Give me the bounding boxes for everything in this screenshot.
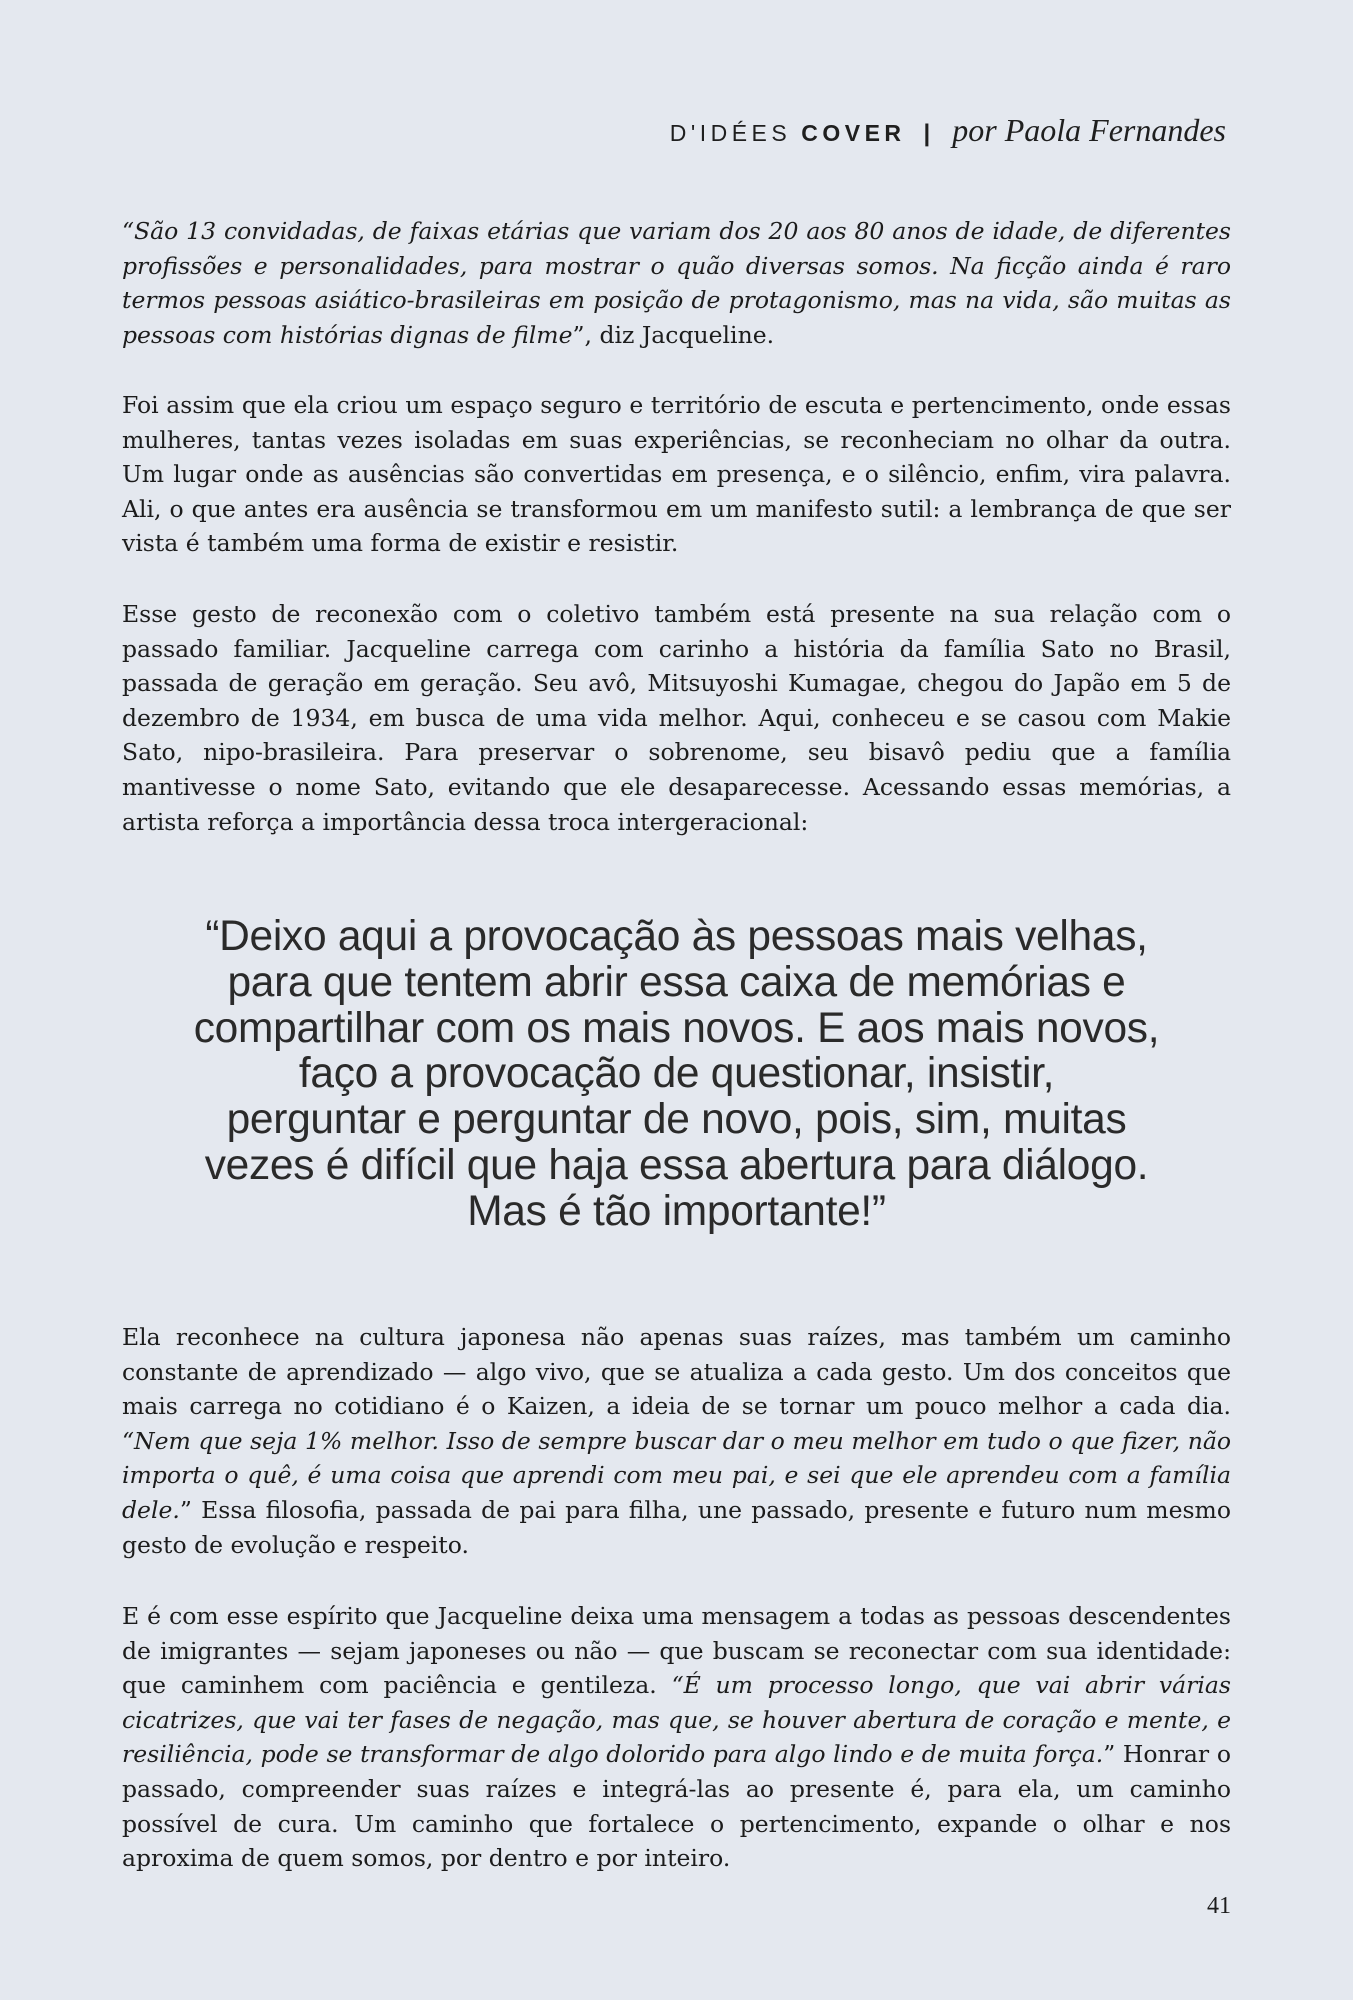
pull-quote-line: perguntar e perguntar de novo, pois, sim, muitas — [226, 1096, 1127, 1144]
paragraph-kaizen-intro: Ela reconhece na cultura japonesa não apenas suas raízes, mas também um caminho constante de aprendizado — algo vivo, que se atualiza a cada gesto. Um dos conceitos que mais carrega no cotidiano é o Kaizen, a ideia de se tornar um pouco melhor a cada dia. — [122, 1323, 1231, 1421]
paragraph-mensagem — [122, 1599, 1231, 1876]
pull-quote-line: para que tentem abrir essa caixa de memórias e — [227, 958, 1126, 1006]
pull-quote — [160, 914, 1193, 1235]
pull-quote-line: compartilhar com os mais novos. E aos mais novos, — [193, 1004, 1160, 1052]
paragraph-espaco-seguro: Foi assim que ela criou um espaço seguro e território de escuta e pertencimento, onde essas mulheres, tantas vezes isoladas em suas experiências, se reconheciam no olhar da outra. Um lugar onde as ausências são convertidas em presença, e o silêncio, enfim, vira palavra. Ali, o que antes era ausência se transformou em um manifesto sutil: a lembrança de que ser vista é também uma forma de existir e resistir. — [122, 391, 1231, 558]
paragraph-mensagem-quote: “É um processo longo, que vai abrir várias cicatrizes, que vai ter fases de negação, mas que, se houver abertura de coração e mente, e resiliência, pode se transformar de algo dolorido para algo lindo e de muita força. — [122, 1671, 1231, 1769]
paragraph-passado-familiar: Esse gesto de reconexão com o coletivo também está presente na sua relação com o passado familiar. Jacqueline carrega com carinho a história da família Sato no Brasil, passada de geração em geração. Seu avô, Mitsuyoshi Kumagae, chegou do Japão em 5 de dezembro de 1934, em busca de uma vida melhor. Aqui, conheceu e se casou com Makie Sato, nipo-brasileira. Para preservar o sobrenome, seu bisavô pediu que a família mantivesse o nome Sato, evitando que ele desaparecesse. Acessando essas memórias, a artista reforça a importância dessa troca intergeracional: — [122, 600, 1231, 836]
paragraph-convidadas-quote: “São 13 convidadas, de faixas etárias que variam dos 20 aos 80 anos de idade, de diferentes profissões e personalidades, para mostrar o quão diversas somos. Na ficção ainda é raro termos pessoas asiático-brasileiras em posição de protagonismo, mas na vida, são muitas as pessoas com histórias dignas de filme — [122, 217, 1231, 349]
header-separator: | — [923, 120, 931, 147]
pull-quote-line: “Deixo aqui a provocação às pessoas mais velhas, — [205, 913, 1148, 960]
paragraph-convidadas-attribution: ”, diz Jacqueline. — [572, 320, 775, 349]
header-cover-label: COVER — [801, 120, 906, 146]
header-author-byline: por Paola Fernandes — [952, 112, 1226, 148]
paragraph-kaizen-outro: ” Essa filosofia, passada de pai para filha, une passado, presente e futuro num mesmo gesto de evolução e respeito. — [122, 1495, 1231, 1559]
page-number: 41 — [1207, 1893, 1231, 1919]
pull-quote-line: faço a provocação de questionar, insistir, — [298, 1050, 1055, 1098]
paragraph-convidadas — [122, 214, 1231, 352]
paragraph-mensagem-intro: E é com esse espírito que Jacqueline deixa uma mensagem a todas as pessoas descendentes de imigrantes — sejam japoneses ou não — que buscam se reconectar com sua identidade: que caminhem com paciência e gentileza. — [122, 1602, 1231, 1700]
header-section-name: D'IDÉES — [669, 120, 792, 146]
pull-quote-line: Mas é tão importante!” — [467, 1187, 886, 1235]
pull-quote-line: vezes é difícil que haja essa abertura para diálogo. — [204, 1141, 1149, 1189]
paragraph-kaizen — [122, 1320, 1231, 1562]
page-header — [670, 112, 1226, 149]
paragraph-kaizen-quote: “Nem que seja 1% melhor. Isso de sempre buscar dar o meu melhor em tudo o que fizer, não importa o quê, é uma coisa que aprendi com meu pai, e sei que ele aprendeu com a família dele. — [122, 1426, 1231, 1524]
paragraph-mensagem-outro: ” Honrar o passado, compreender suas raízes e integrá-las ao presente é, para ela, um caminho possível de cura. Um caminho que fortalece o pertencimento, expande o olhar e nos aproxima de quem somos, por dentro e por inteiro. — [122, 1740, 1231, 1873]
